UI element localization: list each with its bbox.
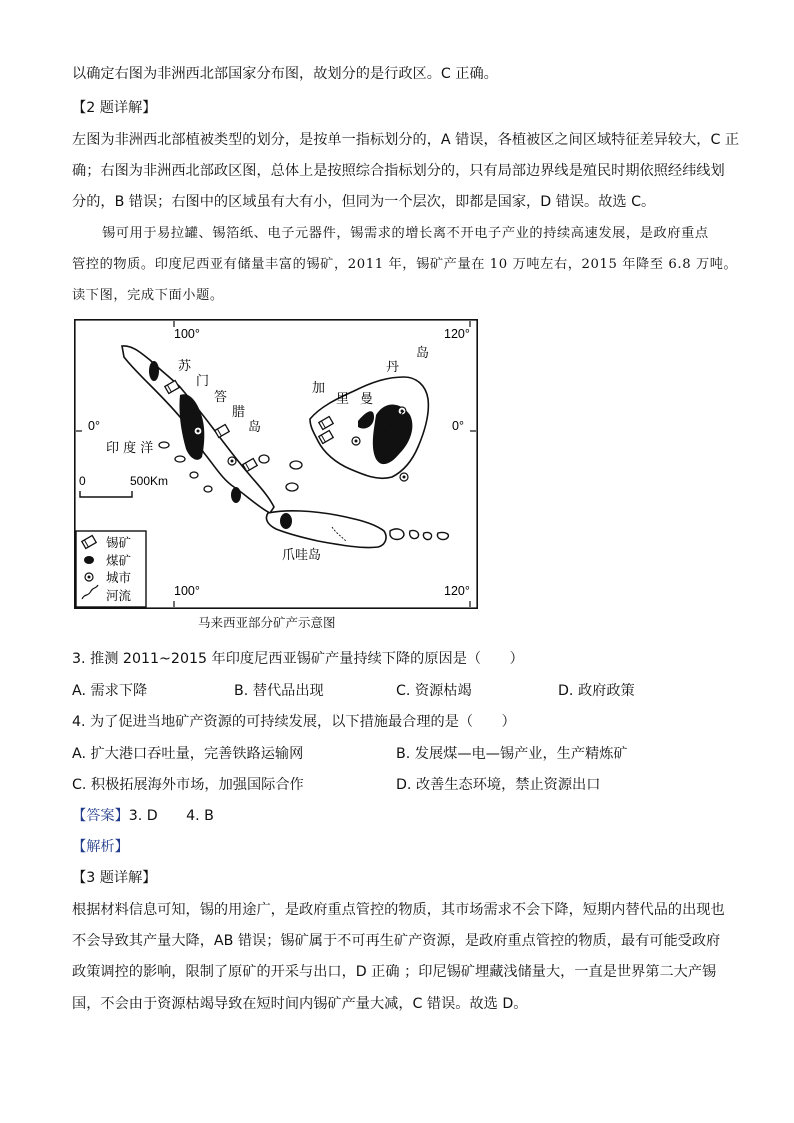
island <box>437 532 448 539</box>
q3-line-3: 政策调控的影响，限制了原矿的开采与出口，D 正确 ；印尼锡矿埋藏浅储量大，一直是世界第二大产锡 <box>72 964 717 980</box>
island <box>390 529 404 540</box>
intro-line: 以确定右图为非洲西北部国家分布图，故划分的是行政区。C 正确。 <box>72 66 498 82</box>
legend-coal-label: 煤矿 <box>106 553 132 568</box>
lat-label-left: 0° <box>88 419 100 433</box>
q2-line-1: 左图为非洲西北部植被类型的划分，是按单一指标划分的，A 错误，各植被区之间区域特征差异较大，C 正 <box>72 132 740 148</box>
answer-label: 【答案】 <box>72 808 129 824</box>
lat-label-right: 0° <box>452 419 464 433</box>
answer-line <box>72 806 214 826</box>
kalimantan-char: 丹 <box>386 360 400 375</box>
q2-heading: 【2 题详解】 <box>72 100 157 116</box>
city-marker <box>228 457 236 465</box>
scale-label: 500Km <box>130 474 169 488</box>
q2-line-2: 确；右图为非洲西北部政区图，总体上是按照综合指标划分的，只有局部边界线是殖民时期依照经纬线划 <box>72 163 725 179</box>
sumatra-char: 苏 <box>178 359 192 374</box>
city-marker <box>194 427 202 435</box>
lon-label-120-bottom: 120° <box>444 584 470 598</box>
q3-option-b[interactable]: B. 替代品出现 <box>234 683 324 699</box>
coal-deposit <box>149 361 159 381</box>
material-line-1: 锡可用于易拉罐、锡箔纸、电子元器件，锡需求的增长离不开电子产业的持续高速发展，是政府重点 <box>102 226 709 241</box>
kalimantan-char: 加 <box>312 381 326 396</box>
legend-tin-label: 锡矿 <box>106 535 132 550</box>
sumatra-char: 答 <box>214 390 228 405</box>
island <box>423 532 431 539</box>
lon-label-100-top: 100° <box>174 327 200 341</box>
city-marker <box>352 437 360 445</box>
q4-option-b[interactable]: B. 发展煤—电—锡产业，生产精炼矿 <box>396 746 628 762</box>
q4-option-c[interactable]: C. 积极拓展海外市场，加强国际合作 <box>72 777 304 793</box>
kalimantan-char: 岛 <box>416 346 430 361</box>
kalimantan-char: 里 <box>336 392 350 407</box>
legend-coal-icon <box>84 556 94 564</box>
legend-city-icon <box>85 573 93 581</box>
ocean-label: 印 度 洋 <box>106 441 154 456</box>
material-line-3: 读下图，完成下面小题。 <box>72 288 224 303</box>
q3-line-2: 不会导致其产量大降，AB 错误；锡矿属于不可再生矿产资源，是政府重点管控的物质，最有可能受政府 <box>72 933 721 949</box>
lon-label-120-top: 120° <box>444 327 470 341</box>
coal-deposit <box>280 513 292 529</box>
scale-zero: 0 <box>79 474 86 488</box>
q4-option-a[interactable]: A. 扩大港口吞吐量，完善铁路运输网 <box>72 746 304 762</box>
q3-option-d[interactable]: D. 政府政策 <box>558 683 635 699</box>
map-caption: 马来西亚部分矿产示意图 <box>198 615 336 630</box>
sumatra-char: 腊 <box>232 405 246 420</box>
kalimantan-char: 曼 <box>360 392 374 407</box>
legend-river-label: 河流 <box>106 588 132 603</box>
island <box>175 456 185 462</box>
q2-line-3: 分的，B 错误；右图中的区域虽有大有小，但同为一个层次，即都是国家，D 错误。故选 C。 <box>72 194 656 210</box>
island <box>286 483 298 491</box>
city-marker <box>398 407 406 415</box>
q3-option-a[interactable]: A. 需求下降 <box>72 683 148 699</box>
material-line-2: 管控的物质。印度尼西亚有储量丰富的锡矿，2011 年，锡矿产量在 10 万吨左右，2015 年降至 6.8 万吨。 <box>72 257 738 272</box>
island <box>259 455 269 463</box>
analysis-label: 【解析】 <box>72 839 129 855</box>
q4-option-d[interactable]: D. 改善生态环境，禁止资源出口 <box>396 777 601 793</box>
island <box>190 472 198 478</box>
q3-option-c[interactable]: C. 资源枯竭 <box>396 683 472 699</box>
island <box>290 461 302 469</box>
q4-stem: 4. 为了促进当地矿产资源的可持续发展，以下措施最合理的是（ ） <box>72 714 516 730</box>
island <box>159 442 169 448</box>
q3-stem: 3. 推测 2011~2015 年印度尼西亚锡矿产量持续下降的原因是（ ） <box>72 651 524 667</box>
mineral-map <box>74 319 478 609</box>
answer-text: 3. D 4. B <box>128 808 214 824</box>
legend-city-label: 城市 <box>106 570 132 585</box>
lon-label-100-bottom: 100° <box>174 584 200 598</box>
island <box>204 486 212 492</box>
sumatra-char: 门 <box>196 374 210 389</box>
java-label: 爪哇岛 <box>282 548 322 563</box>
q3-line-4: 国，不会由于资源枯竭导致在短时间内锡矿产量大减，C 错误。故选 D。 <box>72 996 528 1012</box>
q3-heading: 【3 题详解】 <box>72 870 157 886</box>
q3-line-1: 根据材料信息可知，锡的用途广，是政府重点管控的物质，其市场需求不会下降，短期内替代品的出现也 <box>72 902 725 918</box>
island <box>410 530 419 538</box>
legend <box>76 531 146 607</box>
city-marker <box>400 473 408 481</box>
coal-deposit <box>231 487 241 503</box>
sumatra-char: 岛 <box>248 420 262 435</box>
